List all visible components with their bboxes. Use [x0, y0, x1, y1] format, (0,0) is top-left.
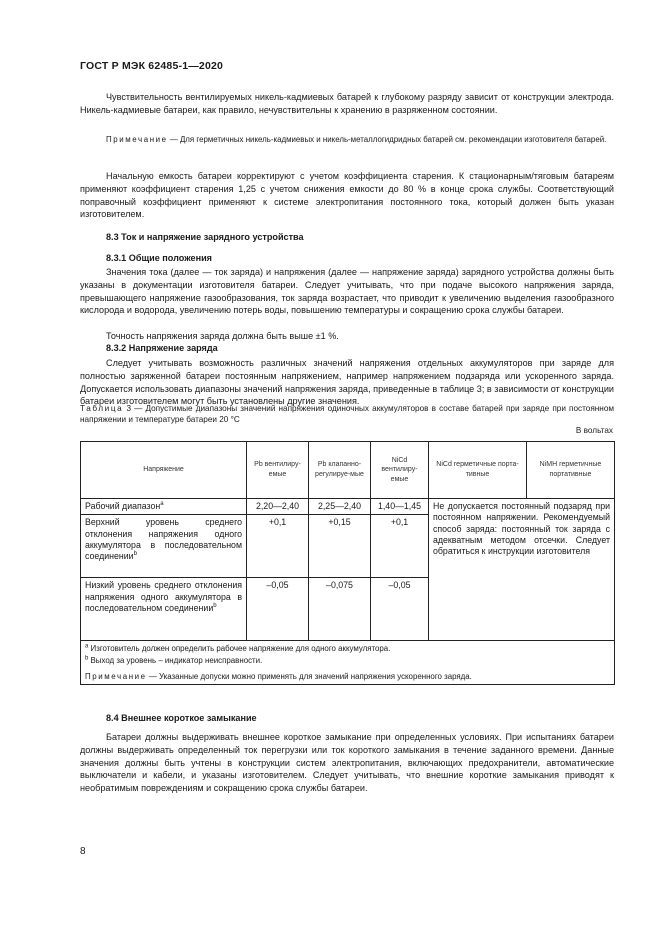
- cell-nicd-vented: 1,40—1,45: [371, 499, 429, 515]
- section-8-3-1-accuracy: Точность напряжения заряда должна быть выше ±1 %.: [106, 331, 339, 341]
- cell-pb-valve: –0,075: [309, 578, 371, 641]
- document-header: ГОСТ Р МЭК 62485-1—2020: [80, 60, 224, 72]
- table-footnotes-row: [81, 641, 615, 685]
- table-3-caption: [80, 403, 614, 426]
- intro-paragraph-2: Начальную емкость батареи корректируют с учетом коэффициента старения. К стационарным/тяговым батареям применяют коэффициент старения 1,25 с учетом снижения емкости до 80 % в конце срока службы. Соответствующий поправочный коэффициент применяют к системе электропитания постоянного тока, который должен быть указан изготовителем.: [80, 171, 614, 220]
- cell-nicd-vented: +0,1: [371, 515, 429, 578]
- header-pb-vented: Pb вентилиру-емые: [247, 442, 309, 499]
- cell-pb-vented: 2,20—2,40: [247, 499, 309, 515]
- row-label: Верхний уровень среднего отклонения напряжения одного аккумулятора в последовательном соединении$^b$: [81, 515, 247, 578]
- cell-pb-vented: +0,1: [247, 515, 309, 578]
- footnote-mark: a: [160, 501, 164, 508]
- table-footnotes: [81, 641, 615, 685]
- page-number: 8: [80, 846, 86, 857]
- section-8-3-2-title: 8.3.2 Напряжение заряда: [106, 343, 218, 353]
- footnote-b: $^b$ Выход за уровень – индикатор неисправности.: [85, 654, 263, 665]
- footnote-a: $^a$ Изготовитель должен определить рабочее напряжение для одного аккумулятора.: [85, 643, 391, 654]
- cell-pb-valve: 2,25—2,40: [309, 499, 371, 515]
- table-row: [81, 499, 615, 515]
- cell-pb-valve: +0,15: [309, 515, 371, 578]
- table-note: Примечание — Указанные допуски можно применять для значений напряжения ускоренного заряда.: [85, 671, 472, 681]
- section-8-3-1-text: Значения тока (далее — ток заряда) и напряжения (далее — напряжение заряда) зарядного устройства должны быть указаны в документации изготовителя батареи. Следует учитывать, что при подаче высокого напряжения заряда, превышающего напряжение газообразования, ток заряда возрастает, что приводит к увеличению выделения газообразного кислорода и водорода, увеличению потерь воды, повышению температуры и сокращению срока службы батареи.: [80, 267, 614, 316]
- section-8-3-2-text: Следует учитывать возможность различных значений напряжения отдельных аккумуляторов при заряде для полностью заряженной батареи постоянным напряжением, например напряжением подзаряда или ускоренного заряда. Допускается использовать диапазоны значений напряжения заряда, приведенные в таблице 3; в зависимости от конструкции батареи изготовителем могут быть установлены другие значения.: [80, 358, 614, 407]
- header-nicd-sealed: NiCd герметичные порта-тивные: [429, 442, 527, 499]
- footnote-mark: b: [133, 551, 137, 558]
- table-3: [80, 441, 615, 685]
- row-label: Низкий уровень среднего отклонения напряжения одного аккумулятора в последовательном соединении$^b$: [81, 578, 247, 641]
- merged-sealed-cell: Не допускается постоянный подзаряд при постоянном напряжении. Рекомендуемый способ заряда: постоянный ток заряда с адекватным методом отсечки. Следует обратиться к инструкции изготовителя: [429, 499, 615, 641]
- note-text: — Для герметичных никель-кадмиевых и никель-металлогидридных батарей см. рекомендации изготовителя батарей.: [167, 135, 607, 144]
- cell-nicd-vented: –0,05: [371, 578, 429, 641]
- intro-note: [80, 134, 614, 146]
- header-pb-valve: Pb клапанно-регулируе-мые: [309, 442, 371, 499]
- section-8-4-text: Батареи должны выдерживать внешнее короткое замыкание при определенных условиях. При испытаниях батареи должны выдерживать определенный ток перегрузки или ток короткого замыкания в течение заданного времени. Данные значения должны быть учтены в конструкции систем электропитания, включающих предохранители, автоматические выключатели и кабели, и указаны изготовителем. Следует учитывать, что внешние короткие замыкания приводят к необратимым повреждениям и сокращению срока службы батареи.: [80, 732, 614, 794]
- table-header-row: [81, 442, 615, 499]
- footnote-mark: b: [213, 602, 217, 609]
- header-voltage: Напряжение: [81, 442, 247, 499]
- section-8-4-title: 8.4 Внешнее короткое замыкание: [106, 713, 257, 723]
- header-nicd-vented: NiCd вентилиру-емые: [371, 442, 429, 499]
- intro-paragraph-1: Чувствительность вентилируемых никель-кадмиевых батарей к глубокому разряду зависит от конструкции электрода. Никель-кадмиевые батареи, как правило, нечувствительны к хранению в разряженном состоянии.: [80, 92, 614, 115]
- cell-pb-vented: –0,05: [247, 578, 309, 641]
- header-nimh-sealed: NiMH герметичные портативные: [527, 442, 615, 499]
- table-units: В вольтах: [575, 426, 613, 435]
- table-label: Таблица: [80, 404, 124, 413]
- section-8-3-title: 8.3 Ток и напряжение зарядного устройства: [106, 232, 304, 242]
- row-label: Рабочий диапазон$^a$: [81, 499, 247, 515]
- section-8-3-1-title: 8.3.1 Общие положения: [106, 253, 212, 263]
- table-caption-text: 3 — Допустимые диапазоны значений напряжения одиночных аккумуляторов в составе батарей при заряде при постоянном напряжении и температуре батареи 20 °С: [80, 404, 614, 425]
- note-label: Примечание: [106, 135, 168, 144]
